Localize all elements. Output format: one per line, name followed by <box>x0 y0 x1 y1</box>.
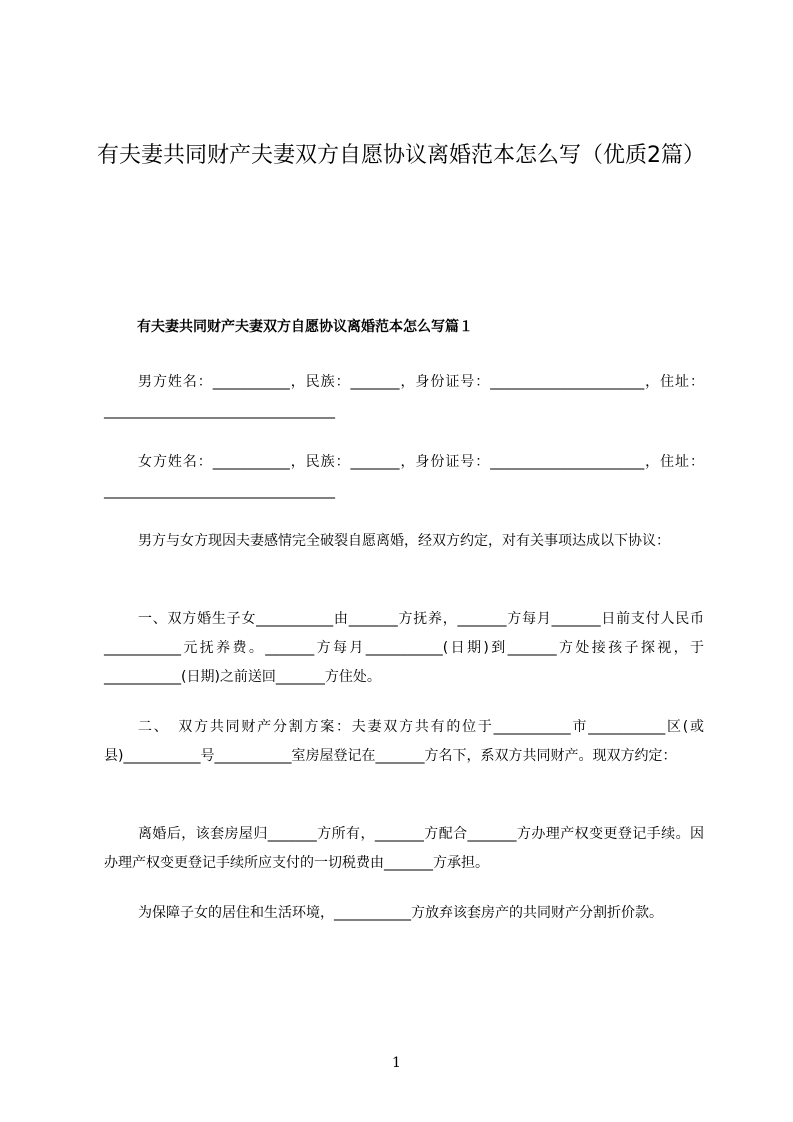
paragraph-house-ownership: 离婚后，该套房屋归_______方所有，_______方配合_______方办理产权变更登记手续。因办理产权变更登记手续所应支付的一切税费由_______方承担。 <box>104 826 704 871</box>
section-heading: 有夫妻共同财产夫妻双方自愿协议离婚范本怎么写篇１ <box>137 319 473 335</box>
paragraph-female-info: 女方姓名：___________，民族：_______，身份证号：______________________，住址：_________________________________ <box>104 454 704 499</box>
page-number: 1 <box>392 1055 401 1071</box>
paragraph-male-info: 男方姓名：___________，民族：_______，身份证号：______________________，住址：_________________________________ <box>104 374 704 419</box>
paragraph-clause-children: 一、双方婚生子女___________由_______方抚养，_______方每月_______日前支付人民币___________元抚养费。_______方每月___________(日期)到_______方处接孩子探视，于___________(日期)之前送回_______方住处。 <box>104 611 704 685</box>
document-title: 有夫妻共同财产夫妻双方自愿协议离婚范本怎么写（优质2篇） <box>97 143 705 168</box>
paragraph-house-waiver: 为保障子女的居住和生活环境，___________方放弃该套房产的共同财产分割折价款。 <box>138 905 663 921</box>
paragraph-intro: 男方与女方现因夫妻感情完全破裂自愿离婚，经双方约定，对有关事项达成以下协议： <box>138 533 670 549</box>
paragraph-clause-property: 二、 双方共同财产分割方案：夫妻双方共有的位于___________市___________区(或县)___________号___________室房屋登记在_______方名下，系双方共同财产。现双方约定： <box>104 719 704 764</box>
